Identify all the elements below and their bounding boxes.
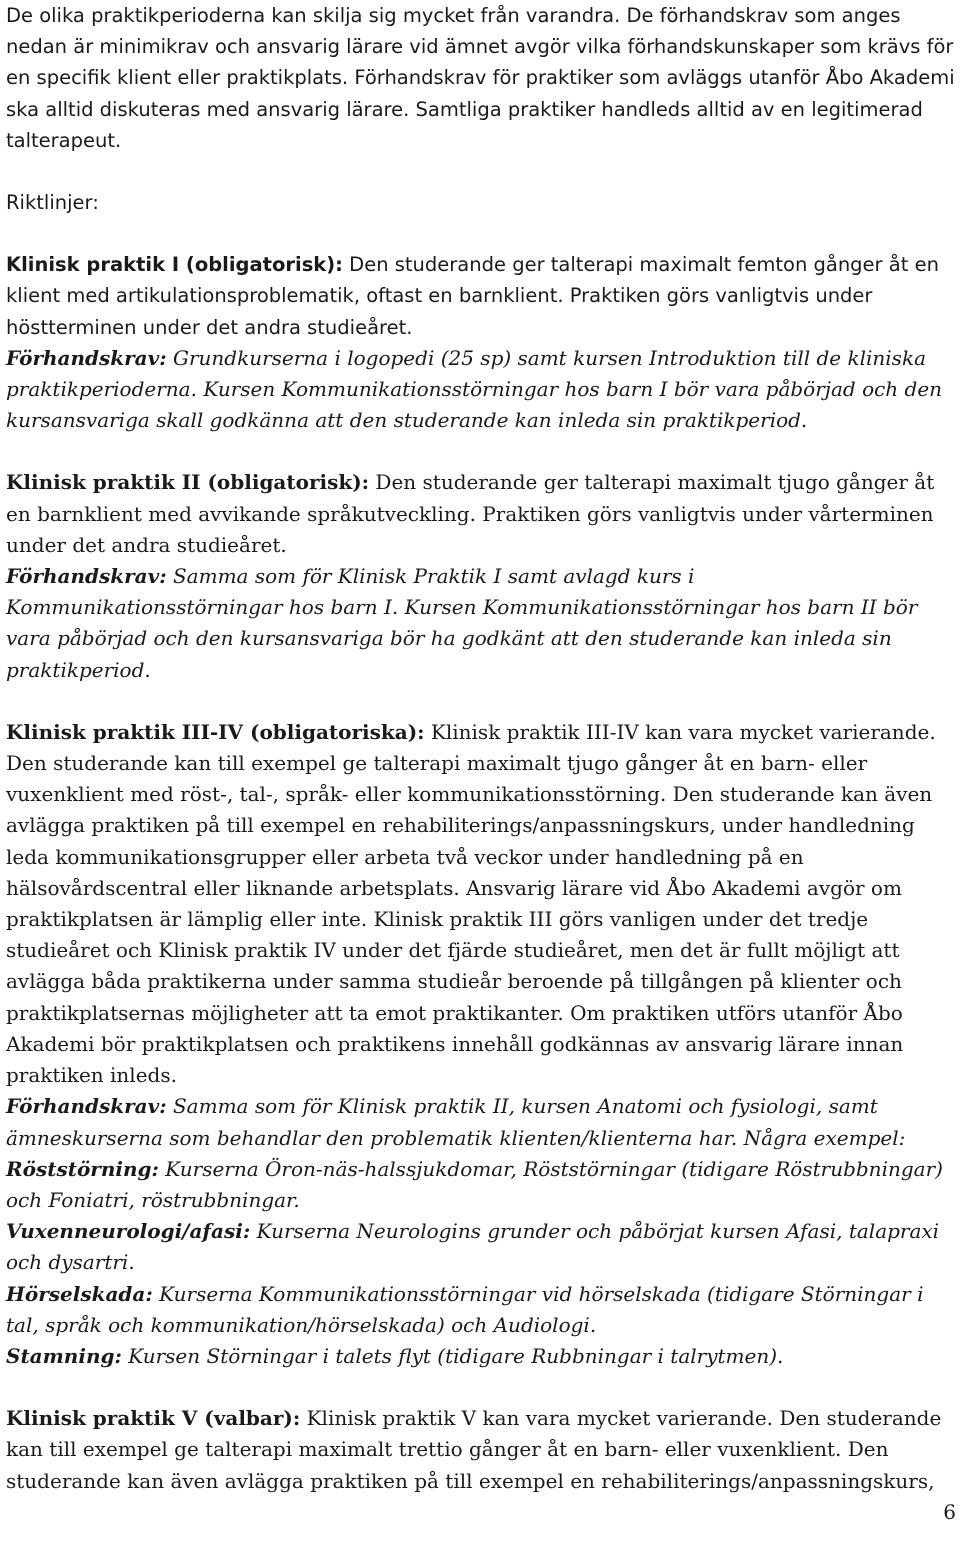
example-item bbox=[6, 1279, 958, 1341]
page-number: 6 bbox=[943, 1500, 956, 1524]
section-praktik-3-4 bbox=[6, 717, 958, 1372]
example-label: Hörselskada: bbox=[6, 1281, 153, 1306]
example-text: Kurserna Kommunikationsstörningar vid hörselskada (tidigare Störningar i tal, språk och kommunikation/hörselskada) och Audiologi. bbox=[6, 1281, 924, 1337]
section-praktik-2 bbox=[6, 467, 958, 685]
guidelines-label: Riktlinjer: bbox=[6, 191, 99, 215]
requirements-text: Grundkurserna i logopedi (25 sp) samt kursen Introduktion till de kliniska praktikperioderna. Kursen Kommunikationsstörningar hos barn I bör vara påbörjad och den kursansvariga skall godkänna att den studerande kan inleda sin praktikperiod. bbox=[6, 345, 943, 433]
example-label: Vuxenneurologi/afasi: bbox=[6, 1219, 251, 1244]
example-item bbox=[6, 1154, 958, 1216]
section-heading: Klinisk praktik V (valbar): bbox=[6, 1406, 301, 1431]
example-label: Stamning: bbox=[6, 1343, 122, 1368]
example-item bbox=[6, 1216, 958, 1278]
section-text: Klinisk praktik V kan vara mycket varierande. Den studerande kan till exempel ge talterapi maximalt trettio gånger åt en barn- eller vuxenklient. Den studerande kan även avlägga praktiken på till exempel en rehabiliterings/anpassningskurs, bbox=[6, 1406, 942, 1493]
requirements-label: Förhandskrav: bbox=[6, 345, 167, 370]
example-text: Kurserna Neurologins grunder och påbörjat kursen Afasi, talapraxi och dysartri. bbox=[6, 1219, 940, 1275]
document-page bbox=[6, 0, 958, 1497]
section-heading: Klinisk praktik III-IV (obligatoriska): bbox=[6, 719, 425, 744]
section-heading: Klinisk praktik II (obligatorisk): bbox=[6, 470, 370, 495]
requirements-text: Samma som för Klinisk praktik II, kursen Anatomi och fysiologi, samt ämneskurserna som behandlar den problematik klienten/klienterna har. Några exempel: bbox=[6, 1094, 906, 1150]
requirements-label: Förhandskrav: bbox=[6, 564, 167, 589]
intro-paragraph bbox=[6, 0, 958, 156]
requirements-text: Samma som för Klinisk Praktik I samt avlagd kurs i Kommunikationsstörningar hos barn I. Kursen Kommunikationsstörningar hos barn II bör vara påbörjad och den kursansvariga bör ha godkänt att den studerande kan inleda sin praktikperiod. bbox=[6, 564, 918, 682]
requirements-label: Förhandskrav: bbox=[6, 1094, 167, 1119]
section-praktik-5 bbox=[6, 1403, 958, 1497]
example-text: Kursen Störningar i talets flyt (tidigare Rubbningar i talrytmen). bbox=[121, 1343, 784, 1368]
section-text: Den studerande ger talterapi maximalt tjugo gånger åt en barnklient med avvikande språkutveckling. Praktiken görs vanligtvis under vårterminen under det andra studieåret. bbox=[6, 470, 935, 557]
example-item bbox=[6, 1341, 958, 1372]
section-text: Klinisk praktik III-IV kan vara mycket varierande. Den studerande kan till exempel ge talterapi maximalt tjugo gånger åt en barn- eller vuxenklient med röst-, tal-, språk- eller kommunikationsstörning. Den studerande kan även avlägga praktiken på till exempel en rehabiliterings/anpassningskurs, under handledning leda kommunikationsgrupper eller arbeta två veckor under handledning på en hälsovårdscentral eller liknande arbetsplats. Ansvarig lärare vid Åbo Akademi avgör om praktikplatsen är lämplig eller inte. Klinisk praktik III görs vanligen under det tredje studieåret och Klinisk praktik IV under det fjärde studieåret, men det är fullt möjligt att avlägga båda praktikerna under samma studieår beroende på tillgången på klienter och praktikplatsernas möjligheter att ta emot praktikanter. Om praktiken utförs utanför Åbo Akademi bör praktikplatsen och praktikens innehåll godkännas av ansvarig lärare innan praktiken inleds. bbox=[6, 719, 936, 1088]
section-heading: Klinisk praktik I (obligatorisk): bbox=[6, 253, 343, 277]
section-text: Den studerande ger talterapi maximalt femton gånger åt en klient med artikulationsproblematik, oftast en barnklient. Praktiken görs vanligtvis under höstterminen under det andra studieåret. bbox=[6, 253, 939, 339]
example-label: Röststörning: bbox=[6, 1156, 159, 1181]
example-text: Kurserna Öron-näs-halssjukdomar, Röststörningar (tidigare Röstrubbningar) och Foniatri, röstrubbningar. bbox=[6, 1156, 943, 1212]
section-praktik-1 bbox=[6, 249, 958, 436]
intro-text: De olika praktikperioderna kan skilja sig mycket från varandra. De förhandskrav som anges nedan är minimikrav och ansvarig lärare vid ämnet avgör vilka förhandskunskaper som krävs för en specifik klient eller praktikplats. Förhandskrav för praktiker som avläggs utanför Åbo Akademi ska alltid diskuteras med ansvarig lärare. Samtliga praktiker handleds alltid av en legitimerad talterapeut. bbox=[6, 4, 955, 152]
